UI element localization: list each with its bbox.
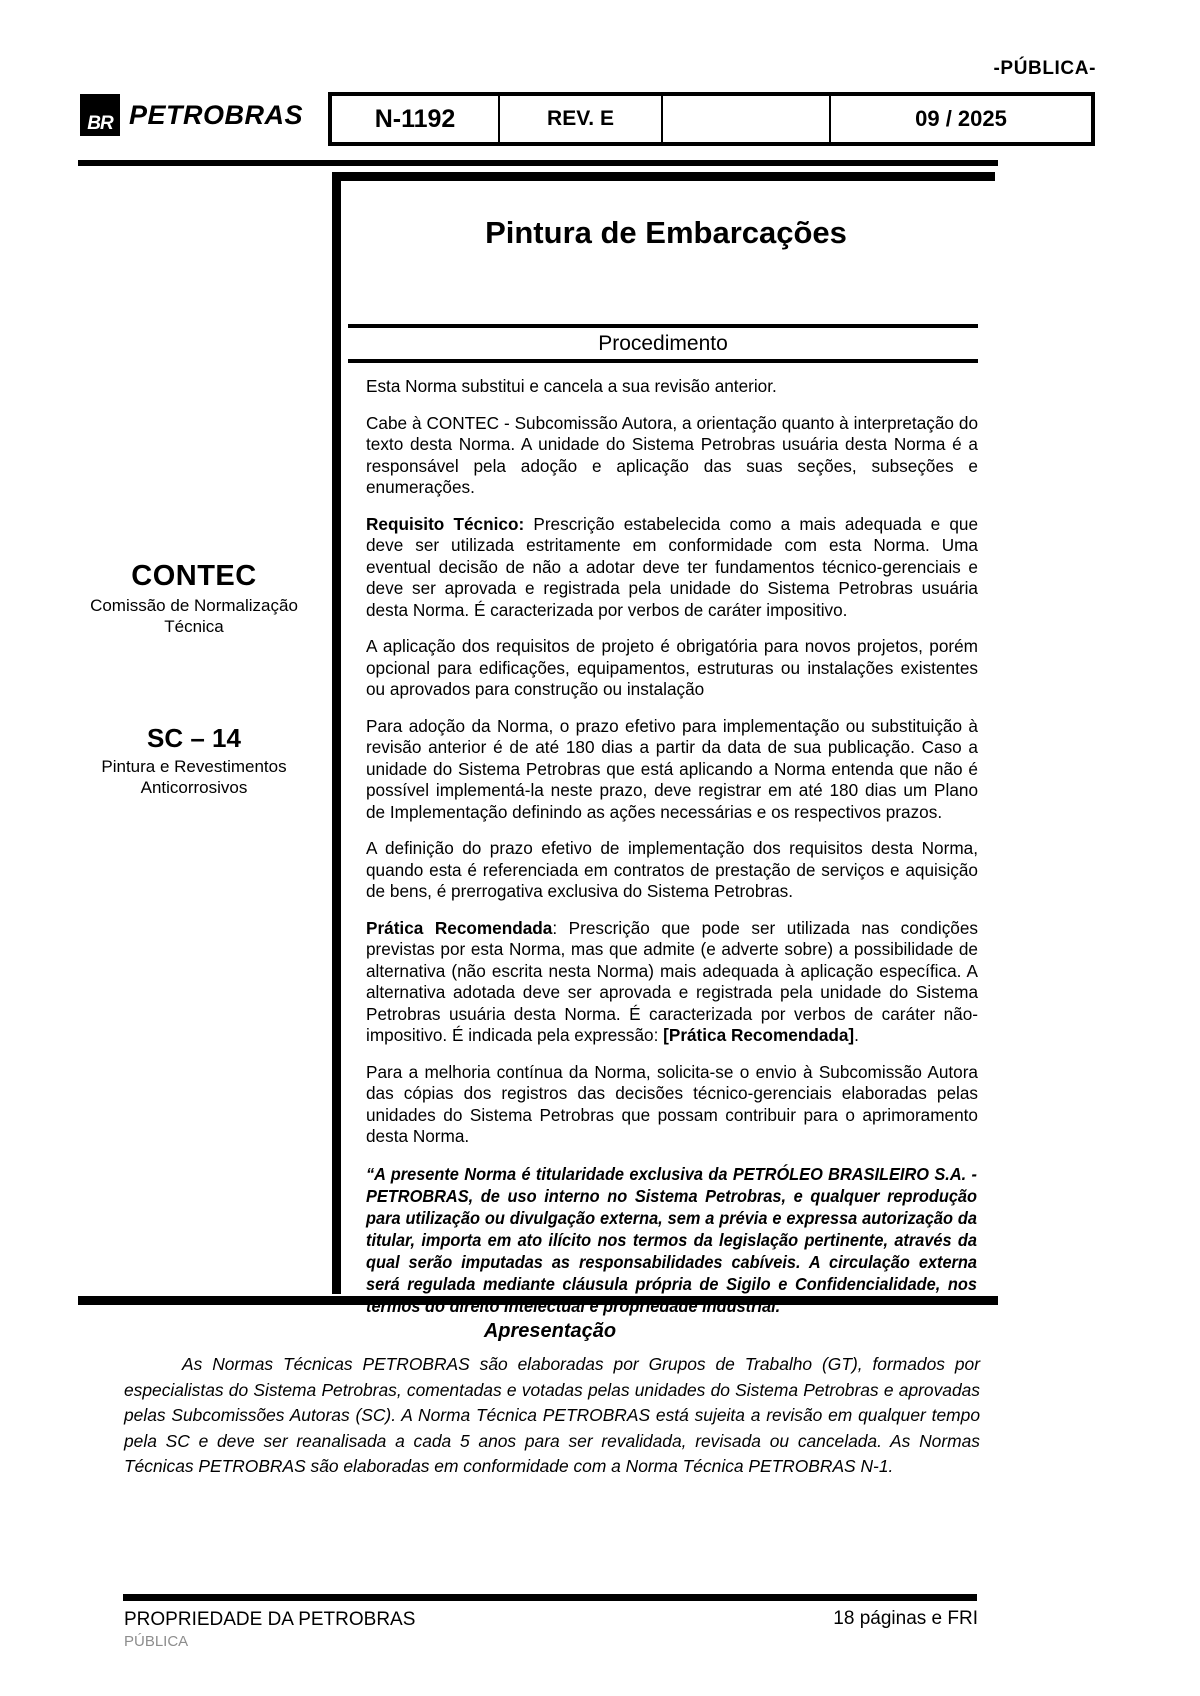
page-title: Pintura de Embarcações bbox=[485, 215, 847, 250]
subcommittee-block bbox=[60, 723, 328, 798]
classification-label: -PÚBLICA- bbox=[993, 58, 1096, 79]
document-revision: REV. E bbox=[500, 96, 663, 142]
pratica-recomendada-tag: [Prática Recomendada] bbox=[663, 1025, 855, 1045]
presentation-text: As Normas Técnicas PETROBRAS são elaboradas por Grupos de Trabalho (GT), formados por especialistas do Sistema Petrobras, comentadas e votadas pelas unidades do Sistema Petrobras e aprovadas pelas Subcomissões Autoras (SC). A Norma Técnica PETROBRAS está sujeita a revisão em qualquer tempo pela SC e deve ser reanalisada a cada 5 anos para ser revalidada, revisada ou cancelada. As Normas Técnicas PETROBRAS são elaboradas em conformidade com a Norma Técnica PETROBRAS N-1. bbox=[124, 1354, 980, 1476]
footer-divider bbox=[123, 1594, 977, 1601]
presentation-divider bbox=[78, 1296, 998, 1305]
contec-name: Comissão de Normalização Técnica bbox=[90, 596, 298, 636]
page-footer bbox=[124, 1608, 978, 1652]
br-logo-text: BR bbox=[87, 113, 113, 134]
presentation-body bbox=[124, 1352, 980, 1480]
document-number: N-1192 bbox=[332, 96, 500, 142]
brand-name: PETROBRAS bbox=[129, 99, 304, 130]
paragraph-substitution: Esta Norma substitui e cancela a sua revisão anterior. bbox=[366, 376, 777, 396]
pratica-recomendada-text: : Prescrição que pode ser utilizada nas condições previstas por esta Norma, mas que admite (e adverte sobre) a possibilidade de alternativa (não escrita nesta Norma) mais adequada à aplicação específica. A alternativa adotada deve ser aprovada e registrada pela unidade do Sistema Petrobras usuária desta Norma. É caracterizada por verbos de caráter não-impositivo. É indicada pela expressão: bbox=[366, 917, 979, 1045]
body-text-column bbox=[366, 376, 978, 1317]
paragraph-implementation-deadline: Para adoção da Norma, o prazo efetivo para implementação ou substituição à revisão anterior é de até 180 dias a partir da data de sua publicação. Caso a unidade do Sistema Petrobras que está aplicando a Norma entenda que não é possível implementá-la neste prazo, deve registrar em até 180 dias um Plano de Implementação definindo as ações necessárias e os respectivos prazos. bbox=[366, 715, 978, 822]
petrobras-brand bbox=[80, 94, 303, 136]
ownership-quote: “A presente Norma é titularidade exclusiva da PETRÓLEO BRASILEIRO S.A. - PETROBRAS, de uso interno no Sistema Petrobras, e qualquer reprodução para utilização ou divulgação externa, sem a prévia e expressa autorização da titular, importa em ato ilícito nos termos da legislação pertinente, através da qual serão imputadas as responsabilidades cabíveis. A circulação externa será regulada mediante cláusula própria de Sigilo e Confidencialidade, nos termos do direito intelectual e propriedade industrial.” bbox=[366, 1163, 977, 1316]
subcommittee-name: Pintura e Revestimentos Anticorrosivos bbox=[101, 757, 287, 797]
document-blank-cell bbox=[663, 96, 831, 142]
header-row bbox=[80, 92, 1095, 148]
subcommittee-code: SC – 14 bbox=[147, 723, 241, 753]
pratica-recomendada-label: Prática Recomendada bbox=[366, 917, 553, 938]
document-date: 09 / 2025 bbox=[915, 106, 1007, 131]
document-type-band bbox=[348, 324, 978, 363]
requisito-tecnico-text: Prescrição estabelecida como a mais adequada e que deve ser utilizada estritamente em conformidade com esta Norma. Uma eventual decisão de não a adotar deve ter fundamentos técnico-gerenciais e deve ser aprovada e registrada pela unidade do Sistema Petrobras usuária desta Norma. É caracterizada por verbos de caráter impositivo. bbox=[366, 513, 979, 620]
paragraph-project-requirements: A aplicação dos requisitos de projeto é obrigatória para novos projetos, porém opcional para edificações, equipamentos, estruturas ou instalações existentes ou aprovados para construção ou instalação bbox=[366, 636, 978, 699]
paragraph-continuous-improvement: Para a melhoria contínua da Norma, solicita-se o envio à Subcomissão Autora das cópias dos registros das decisões técnico-gerenciais elaboradas pelas unidades do Sistema Petrobras que possam contribuir para o aprimoramento desta Norma. bbox=[366, 1061, 978, 1146]
paragraph-contec-interpretation: Cabe à CONTEC - Subcomissão Autora, a orientação quanto à interpretação do texto desta Norma. A unidade do Sistema Petrobras usuária desta Norma é a responsável pela adoção e aplicação das suas seções, subseções e enumerações. bbox=[366, 412, 978, 497]
pratica-recomendada-period: . bbox=[854, 1025, 859, 1045]
document-id-table bbox=[328, 92, 1095, 146]
presentation-title: Apresentação bbox=[483, 1320, 617, 1342]
header-divider bbox=[78, 160, 998, 166]
footer-pages: 18 páginas e FRI bbox=[833, 1608, 978, 1629]
contec-acronym: CONTEC bbox=[131, 560, 257, 592]
band-rule-bottom bbox=[348, 359, 978, 363]
paragraph-requisito-tecnico bbox=[366, 514, 978, 622]
br-logo-icon bbox=[80, 94, 120, 136]
footer-classification: PÚBLICA bbox=[124, 1633, 189, 1650]
requisito-tecnico-label: Requisito Técnico: bbox=[366, 513, 525, 534]
document-type: Procedimento bbox=[598, 332, 728, 355]
paragraph-contract-prerogative: A definição do prazo efetivo de implementação dos requisitos desta Norma, quando esta é referenciada em contratos de prestação de serviços e aquisição de bens, é prerrogativa exclusiva do Sistema Petrobras. bbox=[366, 838, 978, 901]
paragraph-pratica-recomendada bbox=[366, 918, 978, 1047]
contec-block bbox=[60, 560, 328, 637]
footer-property: PROPRIEDADE DA PETROBRAS bbox=[124, 1609, 416, 1630]
footer-left bbox=[124, 1608, 415, 1652]
